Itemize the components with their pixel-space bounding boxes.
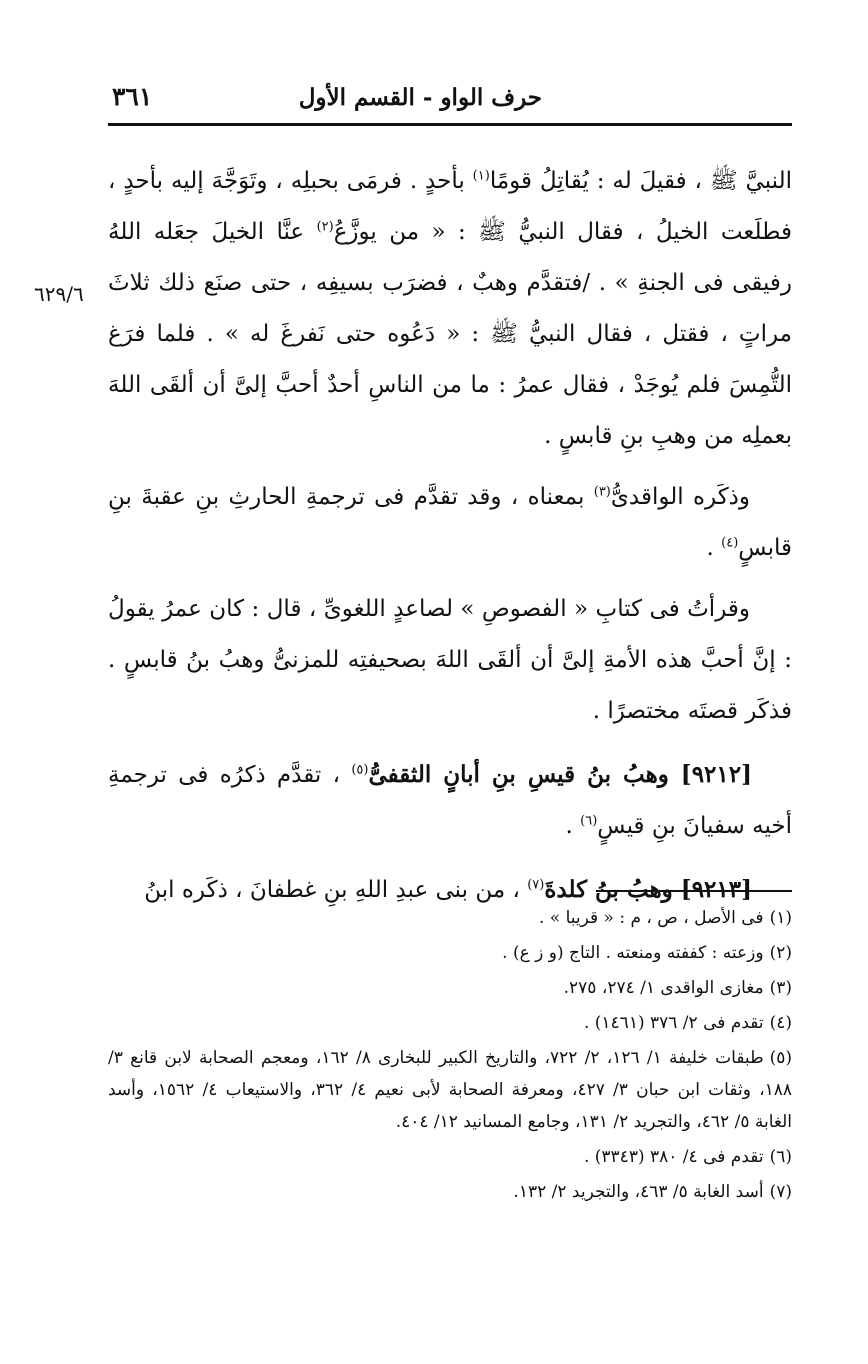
footnote-ref: (٧) [527, 877, 545, 893]
footnote: (٧)أسد الغابة ٥/ ٤٦٣، والتجريد ٢/ ١٣٢. [513, 1182, 792, 1202]
footnote: (١)فى الأصل ، ص ، م : « قريبا » . [538, 908, 792, 928]
margin-volume-reference: ٦٢٩/٦ [34, 282, 84, 306]
footnote-ref: (٥) [351, 762, 369, 778]
footnote-ref: (٦) [580, 813, 598, 829]
paragraph-1: النبيَّ ﷺ ، فقيلَ له : يُقاتِلُ قومًا$^{(١)}$ بأحدٍ . فرمَى بحبلِه ، وتَوَجَّهَ إليه بأحدٍ ، فطلَعت الخيلُ ، فقال النبيُّ ﷺ : « من يوزَّعُ$^{(٢)}$ عنَّا الخيلَ جعَله اللهُ رفيقى فى الجنةِ » . /فتقدَّم وهبٌ ، فضرَب بسيفِه ، حتى صنَع ذلك ثلاثَ مراتٍ ، فقتل ، فقال النبيُّ ﷺ : « دَعُوه حتى نَفرغَ له » . فلما فرَغ التُّمِسَ فلم يُوجَدْ ، فقال عمرُ : ما من الناسِ أحدٌ أحبَّ إلىَّ أن ألقَى اللهَ بعملِه من وهبِ بنِ قابسٍ . [108, 168, 793, 449]
entry-heading: [٩٢١٢] وهبُ بنُ قيسِ بنِ أبانٍ الثقفىُّ [368, 761, 752, 788]
footnote-ref: (٣) [593, 484, 611, 500]
entry-9212: [٩٢١٢] وهبُ بنُ قيسِ بنِ أبانٍ الثقفىُّ$^{(٥)}$ ، تقدَّم ذكرُه فى ترجمةِ أخيه سفيانَ بنِ قيسٍ$^{(٦)}$ . [108, 761, 792, 839]
footnote: (٥)طبقات خليفة ١/ ١٢٦، ٢/ ٧٢٢، والتاريخ الكبير للبخارى ٨/ ١٦٢، ومعجم الصحابة لابن قانع ٣/ ١٨٨، وثقات ابن حبان ٣/ ٤٢٧، ومعرفة الصحابة لأبى نعيم ٤/ ٣٦٢، والاستيعاب ٤/ ١٥٦٢، وأسد الغابة ٥/ ٤٦٢، والتجريد ٢/ ١٣١، وجامع المسانيد ١٢/ ٤٠٤. [108, 1048, 793, 1132]
paragraph-2: وذكَره الواقدىُّ$^{(٣)}$ بمعناه ، وقد تقدَّم فى ترجمةِ الحارثِ بنِ عقبةَ بنِ قابسٍ$^{(٤)}$ . [108, 484, 792, 561]
page-header [108, 78, 792, 118]
page-number: ٣٦١ [112, 82, 153, 111]
main-text [108, 156, 792, 916]
header-rule [108, 123, 792, 126]
footnotes [108, 902, 792, 1211]
footnote-ref: (٤) [721, 535, 739, 551]
footnote-separator [596, 890, 792, 892]
footnote: (٢)وزعته : كففته ومنعته . التاج (و ز ع) . [502, 943, 792, 963]
entry-heading: [٩٢١٣] وهبُ بنُ كلدةَ [544, 876, 752, 903]
footnote-ref: (٢) [316, 219, 334, 235]
footnote: (٤)تقدم فى ٢/ ٣٧٦ (١٤٦١) . [583, 1013, 792, 1033]
footnote-ref: (١) [472, 168, 490, 184]
footnote: (٣)مغازى الواقدى ١/ ٢٧٤، ٢٧٥. [563, 978, 792, 998]
paragraph-3: وقرأتُ فى كتابِ « الفصوصِ » لصاعدٍ اللغوىِّ ، قال : كان عمرُ يقولُ : إنَّ أحبَّ هذه الأمةِ إلىَّ أن ألقَى اللهَ بصحيفتِه للمزنىُّ وهبُ بنُ قابسٍ . فذكَر قصتَه مختصرًا . [108, 596, 792, 724]
entry-9213: [٩٢١٣] وهبُ بنُ كلدةَ$^{(٧)}$ ، من بنى عبدِ اللهِ بنِ غطفانَ ، ذكَره ابنُ [144, 876, 752, 903]
running-title: حرف الواو - القسم الأول [298, 84, 542, 111]
footnote: (٦)تقدم فى ٤/ ٣٨٠ (٣٣٤٣) . [583, 1147, 792, 1167]
